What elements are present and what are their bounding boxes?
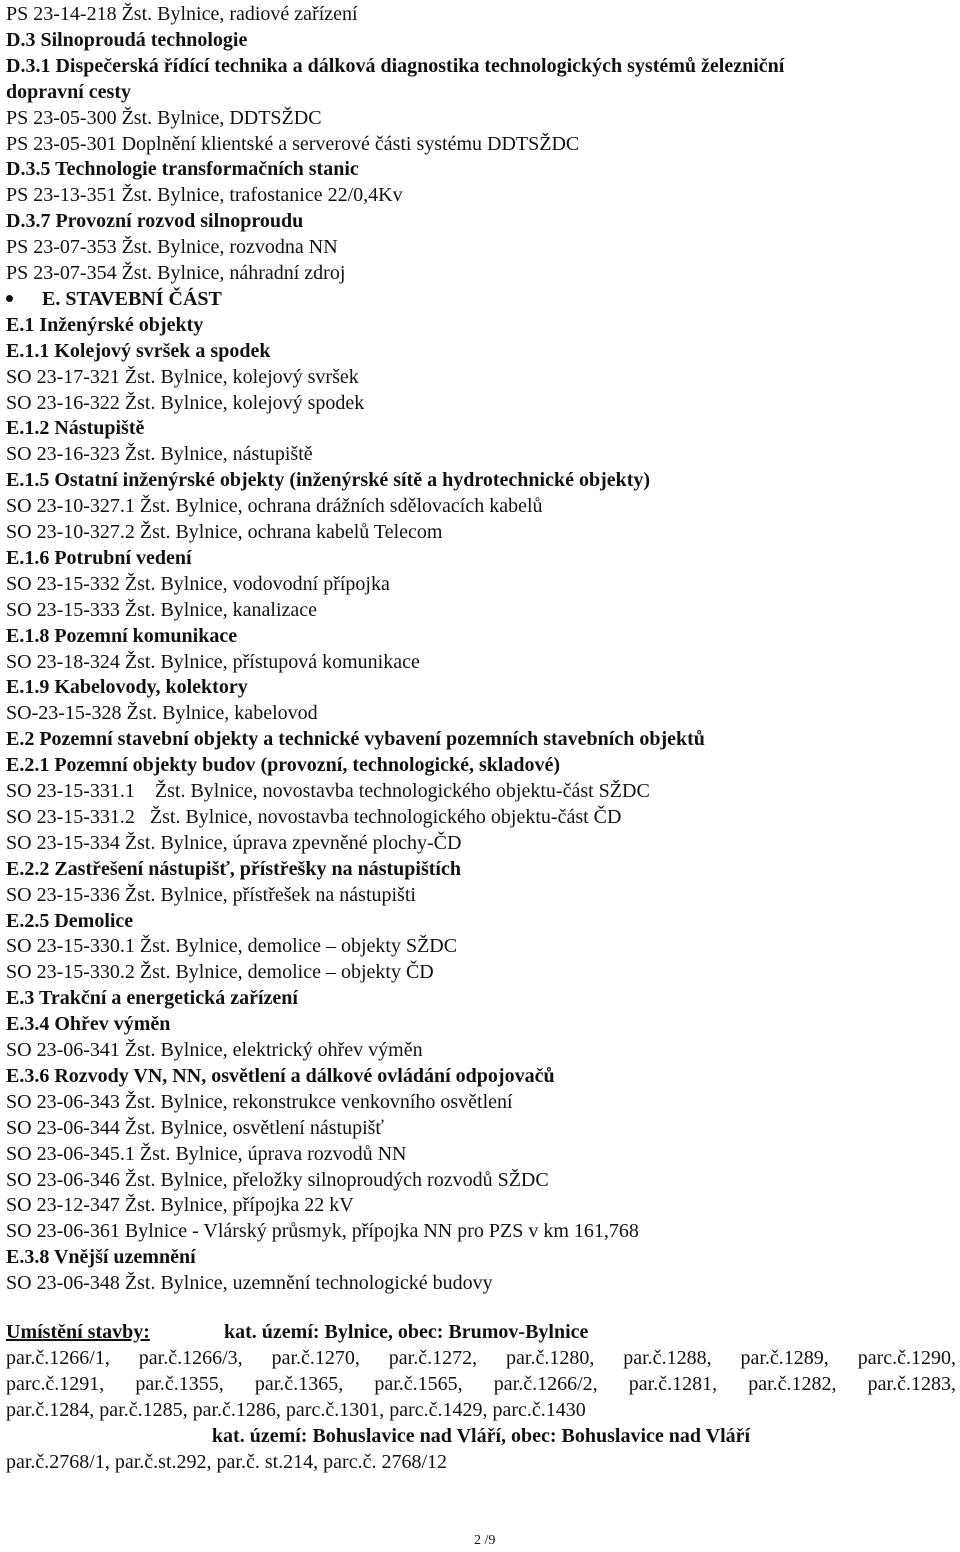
line-text: SO 23-12-347 Žst. Bylnice, přípojka 22 kV [6, 1194, 354, 1217]
line-text: SO 23-06-344 Žst. Bylnice, osvětlení nástupišť [6, 1116, 384, 1139]
section-heading [6, 1063, 555, 1089]
line-text: PS 23-13-351 Žst. Bylnice, trafostanice 22/0,4Kv [6, 184, 403, 207]
line-text: SO 23-10-327.1 Žst. Bylnice, ochrana drážních sdělovacích kabelů [6, 495, 543, 518]
line-text: E. STAVEBNÍ ČÁST [42, 287, 222, 310]
parcel-line-2: parc.č.1291, par.č.1355, par.č.1365, par.č.1565, par.č.1266/2, par.č.1281, par.č.1282, par.č.1283, [6, 1373, 956, 1395]
object-item [6, 131, 579, 157]
object-item [6, 959, 434, 985]
cadastral-area-bohuslavice: kat. území: Bohuslavice nad Vláří, obec: Bohuslavice nad Vláří [211, 1425, 751, 1447]
section-heading [6, 623, 237, 649]
object-item [6, 649, 420, 675]
object-item [6, 441, 313, 467]
object-item [6, 882, 416, 908]
object-item [6, 778, 650, 804]
section-heading [6, 752, 560, 778]
object-item [6, 597, 317, 623]
section-heading [6, 79, 131, 105]
line-text: E.3.8 Vnější uzemnění [6, 1246, 196, 1269]
line-text: PS 23-07-353 Žst. Bylnice, rozvodna NN [6, 236, 338, 259]
object-item [6, 1270, 493, 1296]
line-text: SO 23-17-321 Žst. Bylnice, kolejový svršek [6, 365, 359, 388]
location-label: Umístění stavby: [6, 1321, 150, 1343]
object-item [6, 1, 358, 27]
line-text: E.3.6 Rozvody VN, NN, osvětlení a dálkové ovládání odpojovačů [6, 1064, 555, 1087]
line-text: PS 23-07-354 Žst. Bylnice, náhradní zdroj [6, 262, 346, 284]
object-item [6, 364, 359, 390]
object-item [6, 493, 543, 519]
line-text: E.2.2 Zastřešení nástupišť, přístřešky na nástupištích [6, 857, 461, 880]
line-text: SO 23-15-330.2 Žst. Bylnice, demolice – objekty ČD [6, 961, 434, 984]
line-text: PS 23-05-301 Doplnění klientské a serverové části systému DDTSŽDC [6, 132, 580, 155]
line-text: E.2.1 Pozemní objekty budov (provozní, technologické, skladové) [6, 754, 561, 777]
line-text: E.1 Inženýrské objekty [6, 313, 204, 336]
line-text: SO 23-10-327.2 Žst. Bylnice, ochrana kabelů Telecom [6, 521, 443, 543]
line-text: E.1.8 Pozemní komunikace [6, 624, 238, 647]
section-heading [42, 286, 222, 312]
line-text: E.3 Trakční a energetická zařízení [6, 987, 298, 1010]
section-heading [6, 27, 247, 53]
line-text: D.3 Silnoproudá technologie [6, 28, 248, 51]
line-text: SO 23-15-330.1 Žst. Bylnice, demolice – objekty SŽDC [6, 935, 458, 958]
line-text: E.1.6 Potrubní vedení [6, 546, 192, 569]
object-item [6, 182, 403, 208]
line-text: SO 23-06-361 Bylnice - Vlárský průsmyk, přípojka NN pro PZS v km 161,768 [6, 1220, 639, 1243]
object-item [6, 390, 364, 416]
line-text: SO 23-16-322 Žst. Bylnice, kolejový spodek [6, 391, 365, 414]
line-text: E.1.5 Ostatní inženýrské objekty (inženýrské sítě a hydrotechnické objekty) [6, 469, 651, 492]
section-heading [6, 985, 298, 1011]
page-number: 2 /9 [474, 1533, 496, 1548]
section-heading [6, 156, 359, 182]
section-heading [6, 674, 248, 700]
section-heading [6, 545, 192, 571]
parcel-line-3: par.č.1284, par.č.1285, par.č.1286, parc.č.1301, parc.č.1429, parc.č.1430 [6, 1399, 586, 1421]
line-text: SO 23-15-336 Žst. Bylnice, přístřešek na nástupišti [6, 883, 416, 906]
line-text: dopravní cesty [6, 80, 131, 103]
object-item [6, 933, 457, 959]
object-item [6, 1141, 407, 1167]
parcel-line-1: par.č.1266/1, par.č.1266/3, par.č.1270, par.č.1272, par.č.1280, par.č.1288, par.č.1289, parc.č.1290, [6, 1347, 956, 1369]
object-item [6, 830, 461, 856]
line-text: SO 23-06-346 Žst. Bylnice, přeložky silnoproudých rozvodů SŽDC [6, 1168, 549, 1191]
line-text: PS 23-05-300 Žst. Bylnice, DDTSŽDC [6, 106, 322, 129]
section-heading [6, 1011, 170, 1037]
line-text: SO 23-15-331.2 Žst. Bylnice, novostavba technologického objektu-část ČD [6, 805, 622, 828]
line-text: E.3.4 Ohřev výměn [6, 1013, 171, 1036]
line-text: SO 23-15-331.1 Žst. Bylnice, novostavba technologického objektu-část SŽDC [6, 780, 650, 802]
line-text: E.2.5 Demolice [6, 909, 134, 932]
section-heading [6, 467, 650, 493]
section-heading [6, 726, 705, 752]
line-text: E.2 Pozemní stavební objekty a technické vybavení pozemních stavebních objektů [6, 728, 705, 751]
line-text: PS 23-14-218 Žst. Bylnice, radiové zařízení [6, 3, 358, 25]
section-heading [6, 908, 133, 934]
section-heading [6, 856, 461, 882]
object-item [6, 1115, 384, 1141]
line-text: E.1.2 Nástupiště [6, 417, 145, 440]
line-text: SO-23-15-328 Žst. Bylnice, kabelovod [6, 702, 318, 725]
object-item [6, 804, 621, 830]
section-heading [6, 415, 144, 441]
line-text: SO 23-16-323 Žst. Bylnice, nástupiště [6, 443, 313, 466]
line-text: D.3.1 Dispečerská řídící technika a dálková diagnostika technologických systémů železniční [6, 54, 785, 77]
location-row [6, 1319, 589, 1345]
line-text: SO 23-15-333 Žst. Bylnice, kanalizace [6, 598, 318, 621]
line-text: SO 23-06-343 Žst. Bylnice, rekonstrukce venkovního osvětlení [6, 1090, 513, 1113]
parcel-line-4: par.č.2768/1, par.č.st.292, par.č. st.214, parc.č. 2768/12 [6, 1451, 448, 1473]
line-text: SO 23-06-341 Žst. Bylnice, elektrický ohřev výměn [6, 1039, 423, 1061]
line-text: SO 23-06-345.1 Žst. Bylnice, úprava rozvodů NN [6, 1142, 407, 1165]
line-text: E.1.1 Kolejový svršek a spodek [6, 339, 271, 362]
object-item [6, 1167, 549, 1193]
object-item [6, 700, 318, 726]
section-heading [6, 338, 270, 364]
line-text: E.1.9 Kabelovody, kolektory [6, 676, 248, 699]
section-heading [6, 312, 203, 338]
section-heading [6, 53, 784, 79]
object-item [6, 1089, 513, 1115]
object-item [6, 1192, 354, 1218]
object-item [6, 1037, 423, 1063]
section-heading [6, 1244, 196, 1270]
line-text: SO 23-15-334 Žst. Bylnice, úprava zpevněné plochy-ČD [6, 831, 462, 854]
object-item [6, 105, 322, 131]
line-text: SO 23-18-324 Žst. Bylnice, přístupová komunikace [6, 650, 420, 673]
line-text: D.3.5 Technologie transformačních stanic [6, 158, 359, 181]
line-text: D.3.7 Provozní rozvod silnoproudu [6, 210, 304, 233]
object-item [6, 519, 442, 545]
section-heading [6, 208, 303, 234]
bullet-icon [6, 295, 13, 302]
line-text: SO 23-15-332 Žst. Bylnice, vodovodní přípojka [6, 572, 390, 595]
object-item [6, 260, 345, 286]
object-item [6, 571, 390, 597]
line-text: SO 23-06-348 Žst. Bylnice, uzemnění technologické budovy [6, 1272, 493, 1295]
cadastral-area-bylnice: kat. území: Bylnice, obec: Brumov-Bylnice [224, 1321, 589, 1343]
object-item [6, 234, 338, 260]
object-item [6, 1218, 639, 1244]
